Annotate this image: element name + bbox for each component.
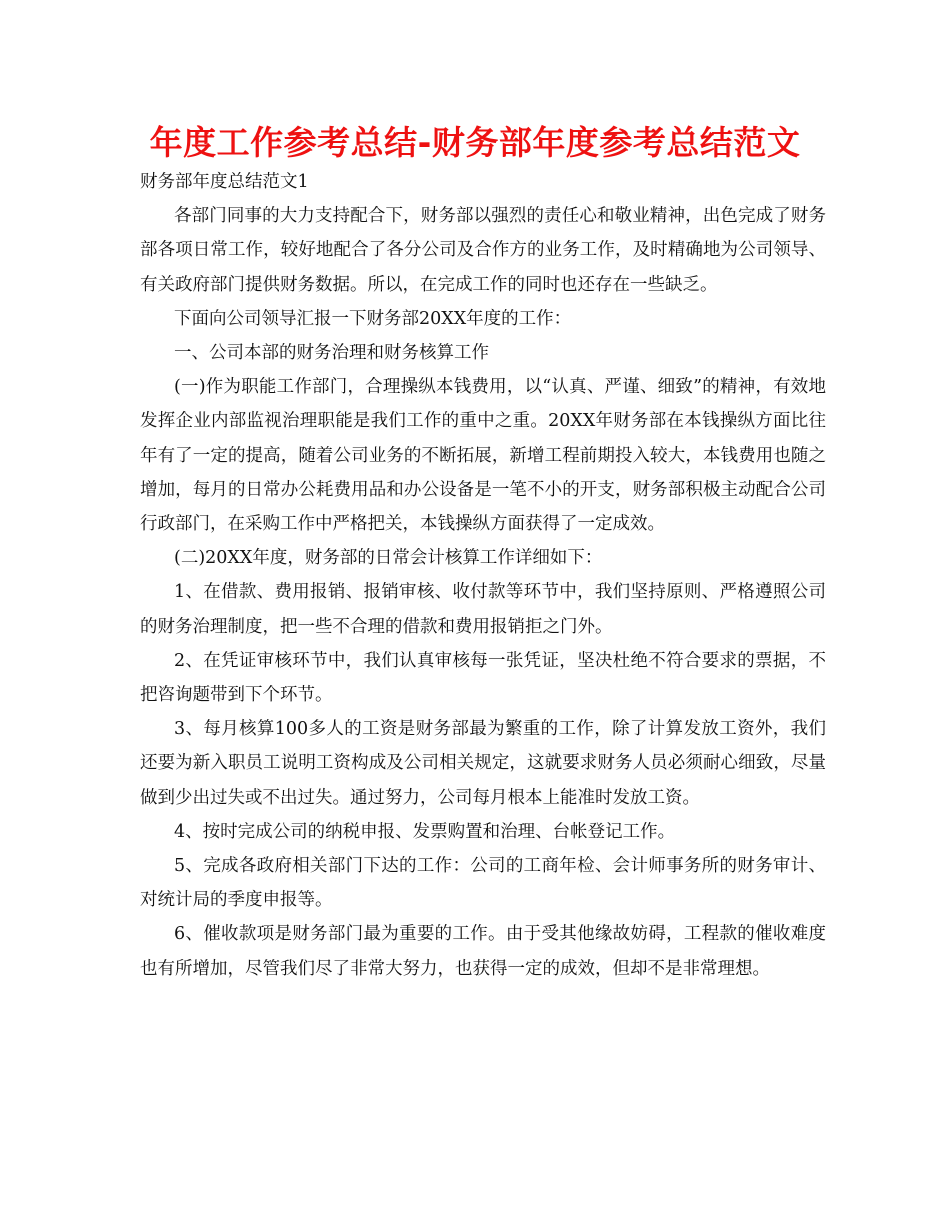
list-item-2: 2、在凭证审核环节中，我们认真审核每一张凭证，坚决杜绝不符合要求的票据，不把咨询题带到下个环节。 <box>140 650 826 706</box>
document-title: 年度工作参考总结-财务部年度参考总结范文 <box>149 123 801 162</box>
section-heading-1: 一、公司本部的财务治理和财务核算工作 <box>174 343 489 364</box>
paragraph-accounting-lead: (二)20XX年度，财务部的日常会计核算工作详细如下： <box>174 548 603 569</box>
list-item-5: 5、完成各政府相关部门下达的工作：公司的工商年检、会计师事务所的财务审计、对统计局的季度申报等。 <box>140 856 826 911</box>
list-item-4: 4、按时完成公司的纳税申报、发票购置和治理、台帐登记工作。 <box>174 821 676 842</box>
paragraph-report-lead: 下面向公司领导汇报一下财务部20XX年度的工作： <box>174 308 572 329</box>
paragraph-cost-control: (一)作为职能工作部门，合理操纵本钱费用，以“认真、严谨、细致”的精神，有效地发挥企业内部监视治理职能是我们工作的重中之重。20XX年财务部在本钱操纵方面比往年有了一定的提高，随着公司业务的不断拓展，新增工程前期投入较大，本钱费用也随之增加，每月的日常办公耗费用品和办公设备是一笔不小的开支，财务部积极主动配合公司行政部门，在采购工作中严格把关，本钱操纵方面获得了一定成效。 <box>140 377 826 535</box>
document-body <box>140 165 826 986</box>
document-subtitle: 财务部年度总结范文1 <box>140 172 309 192</box>
list-item-6: 6、催收款项是财务部门最为重要的工作。由于受其他缘故妨碍，工程款的催收难度也有所增加，尽管我们尽了非常大努力，也获得一定的成效，但却不是非常理想。 <box>140 924 826 979</box>
list-item-3: 3、每月核算100多人的工资是财务部最为繁重的工作，除了计算发放工资外，我们还要为新入职员工说明工资构成及公司相关规定，这就要求财务人员必须耐心细致，尽量做到少出过失或不出过失。通过努力，公司每月根本上能准时发放工资。 <box>140 719 826 808</box>
paragraph-intro: 各部门同事的大力支持配合下，财务部以强烈的责任心和敬业精神，出色完成了财务部各项日常工作，较好地配合了各分公司及合作方的业务工作，及时精确地为公司领导、有关政府部门提供财务数据。所以，在完成工作的同时也还存在一些缺乏。 <box>140 206 826 295</box>
list-item-1: 1、在借款、费用报销、报销审核、收付款等环节中，我们坚持原则、严格遵照公司的财务治理制度，把一些不合理的借款和费用报销拒之门外。 <box>140 582 826 637</box>
